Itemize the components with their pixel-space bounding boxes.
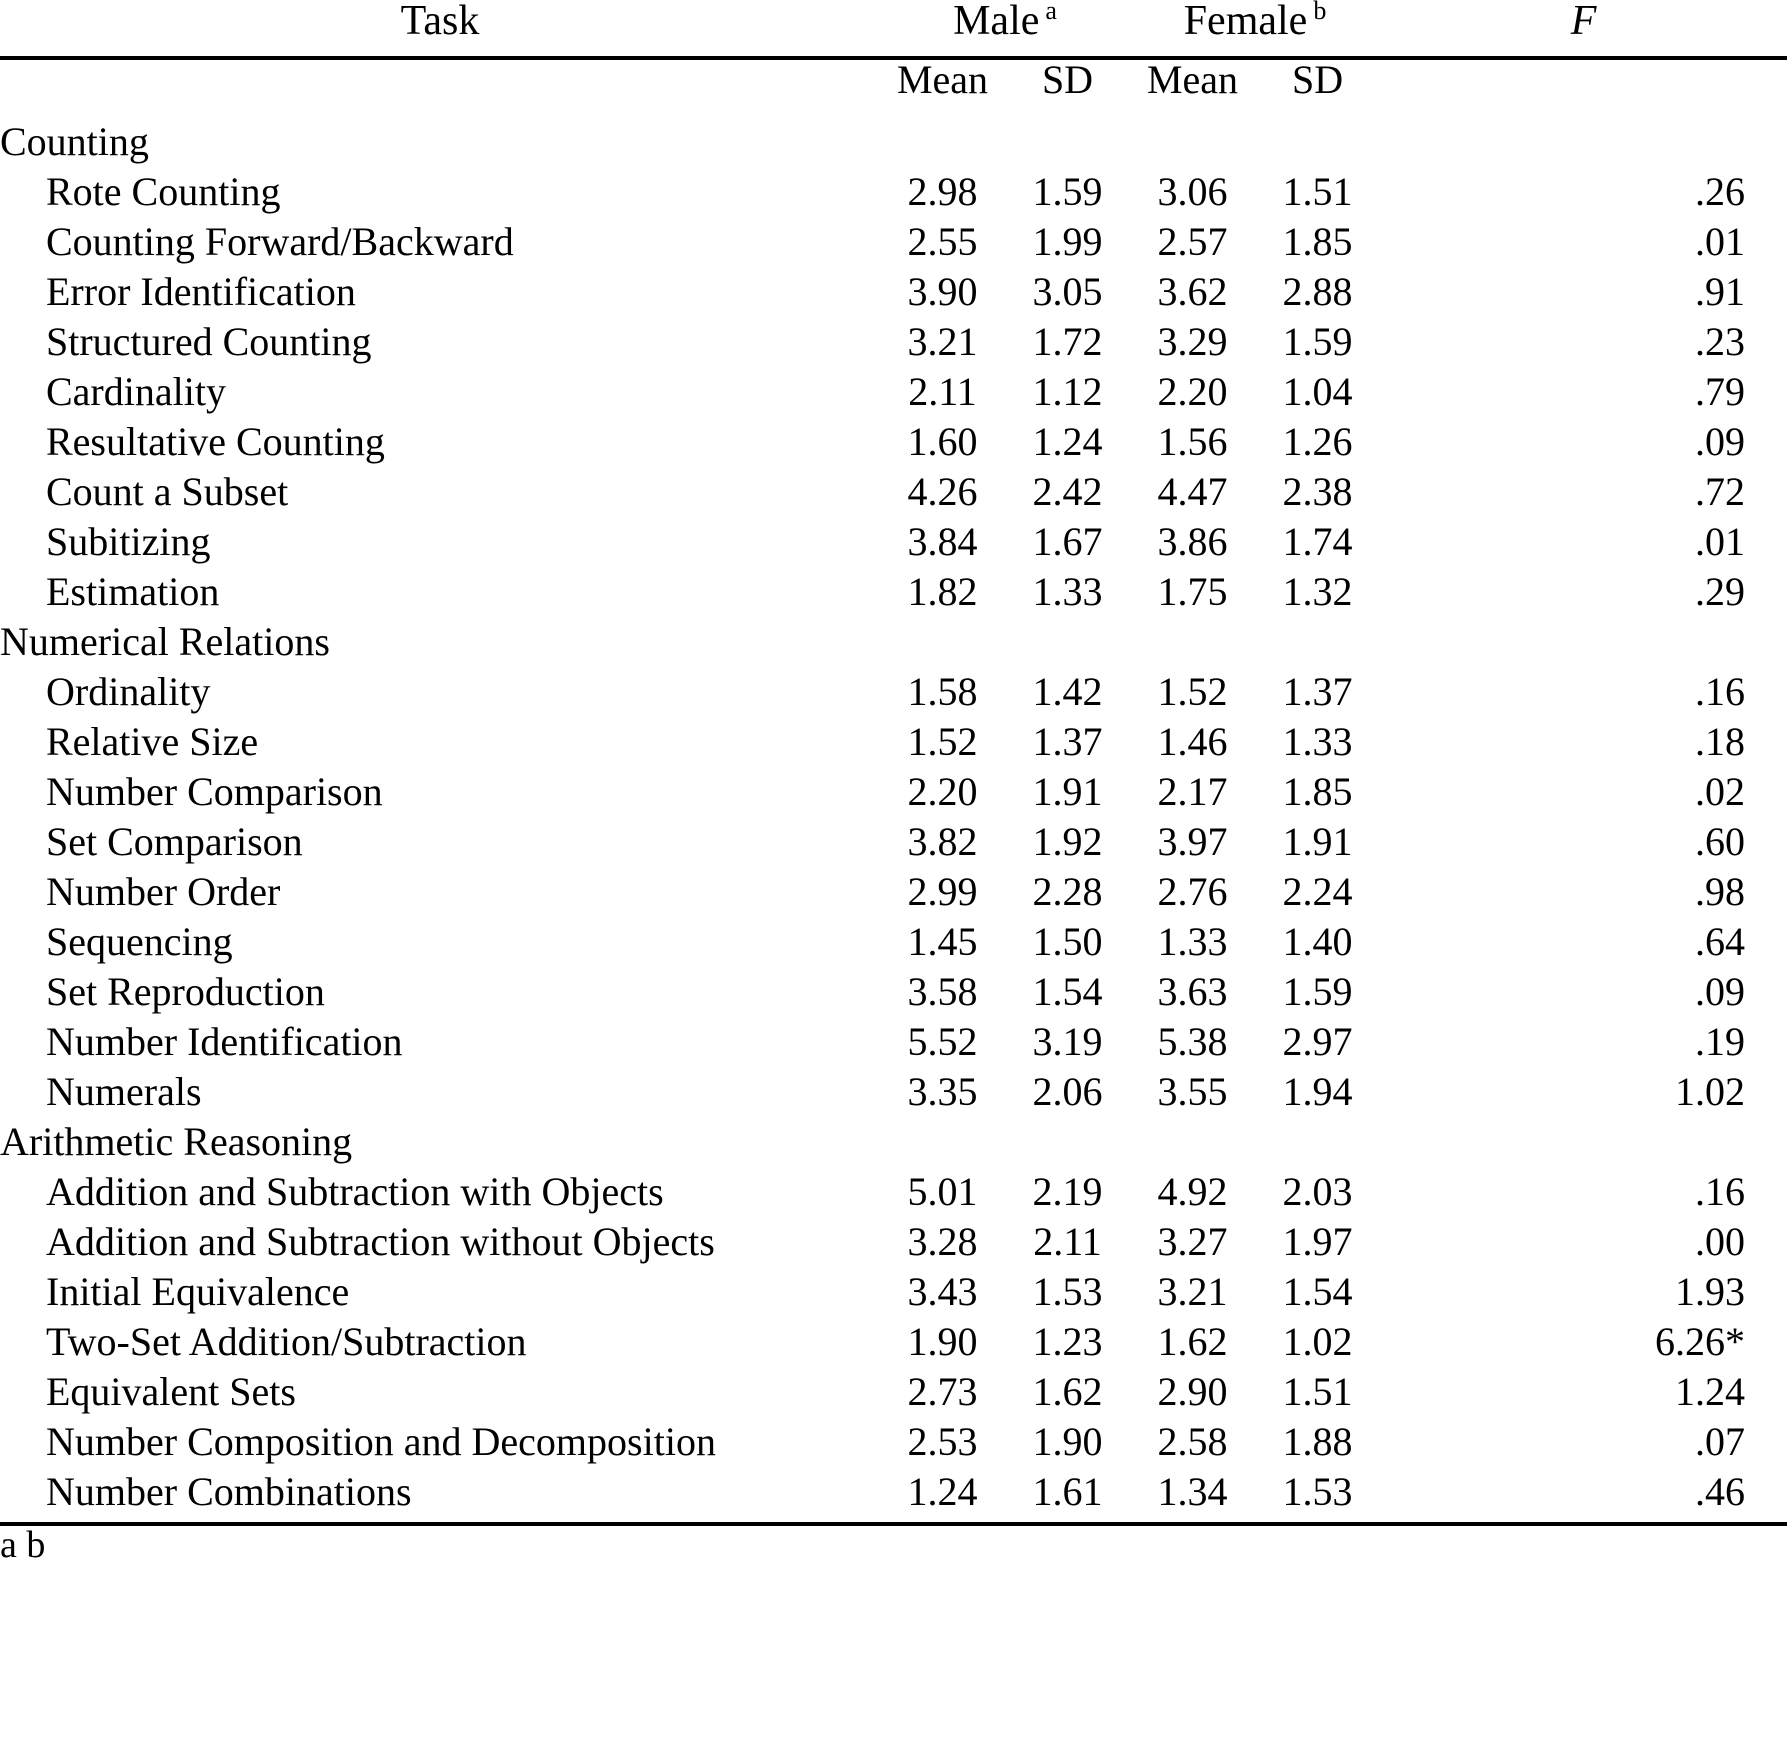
column-header-male bbox=[880, 0, 1130, 58]
cell-male-sd: 3.05 bbox=[1032, 269, 1103, 314]
table-row bbox=[0, 372, 1787, 422]
table-row bbox=[0, 672, 1787, 722]
cell-female-mean: 5.38 bbox=[1157, 1019, 1228, 1064]
cell-female-sd: 1.59 bbox=[1282, 969, 1353, 1014]
cell-female-mean: 2.58 bbox=[1157, 1419, 1228, 1464]
cell-male-mean: 4.26 bbox=[907, 469, 978, 514]
header-row-secondary bbox=[0, 58, 1787, 122]
cell-male-mean: 2.98 bbox=[907, 169, 978, 214]
table-row bbox=[0, 572, 1787, 622]
cell-f-statistic: .18 bbox=[1695, 719, 1746, 764]
task-label: Equivalent Sets bbox=[46, 1369, 296, 1414]
cell-female-mean bbox=[1130, 622, 1255, 672]
task-label: Numerals bbox=[46, 1069, 202, 1114]
cell-female-mean: 2.57 bbox=[1157, 219, 1228, 264]
cell-female-sd: 1.59 bbox=[1282, 319, 1353, 364]
cell-male-mean: 1.52 bbox=[907, 719, 978, 764]
cell-female-mean: 3.29 bbox=[1157, 319, 1228, 364]
cell-female-mean: 1.46 bbox=[1157, 719, 1228, 764]
task-label: Resultative Counting bbox=[46, 419, 385, 464]
cell-male-sd: 1.50 bbox=[1032, 919, 1103, 964]
footnote-marker-a: a bbox=[1045, 0, 1057, 25]
cell-female-sd: 1.53 bbox=[1282, 1469, 1353, 1514]
cell-f-statistic: .29 bbox=[1695, 569, 1746, 614]
table-header bbox=[0, 0, 1787, 122]
task-label: Number Identification bbox=[46, 1019, 403, 1064]
task-label: Initial Equivalence bbox=[46, 1269, 350, 1314]
cell-male-mean: 3.90 bbox=[907, 269, 978, 314]
table-footnote: a b bbox=[0, 1524, 46, 1564]
table-row bbox=[0, 222, 1787, 272]
cell-f-statistic: .09 bbox=[1695, 969, 1746, 1014]
cell-female-mean: 1.62 bbox=[1157, 1319, 1228, 1364]
table-row-category bbox=[0, 622, 1787, 672]
column-header-female-sd: SD bbox=[1291, 57, 1344, 102]
cell-f-statistic: .16 bbox=[1695, 1169, 1746, 1214]
cell-male-mean: 1.45 bbox=[907, 919, 978, 964]
cell-f-statistic bbox=[1380, 1122, 1787, 1172]
cell-f-statistic: .64 bbox=[1695, 919, 1746, 964]
category-label: Counting bbox=[0, 119, 149, 164]
task-label: Cardinality bbox=[46, 369, 226, 414]
cell-female-mean: 3.27 bbox=[1157, 1219, 1228, 1264]
table-row bbox=[0, 1272, 1787, 1322]
cell-female-mean: 3.55 bbox=[1157, 1069, 1228, 1114]
cell-male-mean: 1.24 bbox=[907, 1469, 978, 1514]
table-row bbox=[0, 172, 1787, 222]
cell-female-sd: 2.03 bbox=[1282, 1169, 1353, 1214]
cell-male-mean: 1.90 bbox=[907, 1319, 978, 1364]
task-label: Set Reproduction bbox=[46, 969, 325, 1014]
cell-male-sd: 3.19 bbox=[1032, 1019, 1103, 1064]
cell-male-mean: 1.82 bbox=[907, 569, 978, 614]
cell-f-statistic: .60 bbox=[1695, 819, 1746, 864]
cell-f-statistic: .01 bbox=[1695, 219, 1746, 264]
cell-female-sd: 1.85 bbox=[1282, 219, 1353, 264]
task-label: Rote Counting bbox=[46, 169, 281, 214]
cell-male-sd: 2.42 bbox=[1032, 469, 1103, 514]
table-row bbox=[0, 422, 1787, 472]
cell-female-sd: 1.37 bbox=[1282, 669, 1353, 714]
table-row bbox=[0, 1322, 1787, 1372]
task-label: Structured Counting bbox=[46, 319, 372, 364]
table-row bbox=[0, 1172, 1787, 1222]
cell-male-mean bbox=[880, 122, 1005, 172]
cell-female-sd bbox=[1255, 1122, 1380, 1172]
cell-female-mean bbox=[1130, 1122, 1255, 1172]
cell-male-mean: 3.58 bbox=[907, 969, 978, 1014]
category-label: Arithmetic Reasoning bbox=[0, 1119, 353, 1164]
table-row bbox=[0, 1072, 1787, 1122]
cell-f-statistic: .46 bbox=[1695, 1469, 1746, 1514]
cell-female-mean: 1.34 bbox=[1157, 1469, 1228, 1514]
cell-f-statistic: .09 bbox=[1695, 419, 1746, 464]
cell-f-statistic: .00 bbox=[1695, 1219, 1746, 1264]
header-row-primary bbox=[0, 0, 1787, 58]
column-header-f-statistic: F bbox=[1570, 0, 1597, 44]
cell-male-mean bbox=[880, 622, 1005, 672]
table-row bbox=[0, 322, 1787, 372]
table-row bbox=[0, 922, 1787, 972]
column-header-task: Task bbox=[400, 0, 480, 44]
table-row bbox=[0, 972, 1787, 1022]
task-label: Number Composition and Decomposition bbox=[46, 1419, 716, 1464]
cell-f-statistic: .79 bbox=[1695, 369, 1746, 414]
cell-female-sd: 1.54 bbox=[1282, 1269, 1353, 1314]
cell-male-sd: 1.24 bbox=[1032, 419, 1103, 464]
cell-male-mean: 3.21 bbox=[907, 319, 978, 364]
cell-male-sd: 1.59 bbox=[1032, 169, 1103, 214]
cell-f-statistic: 1.02 bbox=[1675, 1069, 1746, 1114]
cell-female-mean: 3.97 bbox=[1157, 819, 1228, 864]
table-row-category bbox=[0, 1122, 1787, 1172]
cell-female-sd: 1.94 bbox=[1282, 1069, 1353, 1114]
cell-female-sd: 1.88 bbox=[1282, 1419, 1353, 1464]
table-row bbox=[0, 1222, 1787, 1272]
column-header-f-spacer bbox=[1380, 58, 1787, 122]
cell-female-sd: 2.97 bbox=[1282, 1019, 1353, 1064]
table-footnote-row bbox=[0, 1524, 1787, 1564]
cell-male-sd: 1.61 bbox=[1032, 1469, 1103, 1514]
cell-female-mean: 2.17 bbox=[1157, 769, 1228, 814]
task-label: Set Comparison bbox=[46, 819, 303, 864]
cell-f-statistic: .19 bbox=[1695, 1019, 1746, 1064]
cell-male-mean: 3.43 bbox=[907, 1269, 978, 1314]
cell-male-mean: 3.82 bbox=[907, 819, 978, 864]
cell-male-sd: 1.37 bbox=[1032, 719, 1103, 764]
cell-female-sd: 2.88 bbox=[1282, 269, 1353, 314]
cell-female-mean: 4.92 bbox=[1157, 1169, 1228, 1214]
cell-female-mean: 2.90 bbox=[1157, 1369, 1228, 1414]
task-label: Number Comparison bbox=[46, 769, 383, 814]
task-label: Counting Forward/Backward bbox=[46, 219, 514, 264]
task-label: Sequencing bbox=[46, 919, 233, 964]
cell-female-mean: 3.21 bbox=[1157, 1269, 1228, 1314]
task-label: Error Identification bbox=[46, 269, 356, 314]
cell-female-mean: 1.33 bbox=[1157, 919, 1228, 964]
cell-female-mean: 2.76 bbox=[1157, 869, 1228, 914]
cell-male-sd: 1.53 bbox=[1032, 1269, 1103, 1314]
cell-male-sd: 1.90 bbox=[1032, 1419, 1103, 1464]
column-header-male-label: Male bbox=[953, 0, 1040, 44]
task-label: Addition and Subtraction with Objects bbox=[46, 1169, 664, 1214]
cell-female-sd: 1.04 bbox=[1282, 369, 1353, 414]
table-row bbox=[0, 1422, 1787, 1472]
cell-male-sd: 2.11 bbox=[1033, 1219, 1102, 1264]
cell-f-statistic: .91 bbox=[1695, 269, 1746, 314]
cell-male-mean: 2.20 bbox=[907, 769, 978, 814]
table-row bbox=[0, 472, 1787, 522]
cell-male-sd: 1.54 bbox=[1032, 969, 1103, 1014]
cell-male-mean: 3.84 bbox=[907, 519, 978, 564]
cell-f-statistic: .02 bbox=[1695, 769, 1746, 814]
cell-female-sd: 1.32 bbox=[1282, 569, 1353, 614]
cell-female-sd: 1.85 bbox=[1282, 769, 1353, 814]
cell-male-sd: 1.92 bbox=[1032, 819, 1103, 864]
cell-female-mean: 2.20 bbox=[1157, 369, 1228, 414]
cell-male-sd: 1.33 bbox=[1032, 569, 1103, 614]
cell-female-sd: 1.91 bbox=[1282, 819, 1353, 864]
task-label: Two-Set Addition/Subtraction bbox=[46, 1319, 527, 1364]
cell-f-statistic bbox=[1380, 622, 1787, 672]
table-row-category bbox=[0, 122, 1787, 172]
task-label: Addition and Subtraction without Objects bbox=[46, 1219, 715, 1264]
column-header-male-sd: SD bbox=[1041, 57, 1094, 102]
cell-male-sd: 1.91 bbox=[1032, 769, 1103, 814]
cell-f-statistic: .26 bbox=[1695, 169, 1746, 214]
task-label: Number Combinations bbox=[46, 1469, 412, 1514]
cell-female-mean bbox=[1130, 122, 1255, 172]
table-row bbox=[0, 1372, 1787, 1422]
task-label: Subitizing bbox=[46, 519, 211, 564]
cell-female-mean: 3.06 bbox=[1157, 169, 1228, 214]
cell-male-sd bbox=[1005, 122, 1130, 172]
cell-male-sd: 1.23 bbox=[1032, 1319, 1103, 1364]
cell-f-statistic: .07 bbox=[1695, 1419, 1746, 1464]
cell-female-mean: 1.56 bbox=[1157, 419, 1228, 464]
task-label: Ordinality bbox=[46, 669, 211, 714]
cell-male-sd: 1.12 bbox=[1032, 369, 1103, 414]
table-row bbox=[0, 772, 1787, 822]
table-row bbox=[0, 522, 1787, 572]
cell-male-mean: 2.73 bbox=[907, 1369, 978, 1414]
table-row bbox=[0, 872, 1787, 922]
task-label: Relative Size bbox=[46, 719, 259, 764]
cell-male-mean: 5.01 bbox=[907, 1169, 978, 1214]
task-label: Number Order bbox=[46, 869, 281, 914]
cell-female-sd: 1.97 bbox=[1282, 1219, 1353, 1264]
cell-female-sd bbox=[1255, 622, 1380, 672]
column-header-female-label: Female bbox=[1183, 0, 1308, 44]
cell-male-sd bbox=[1005, 1122, 1130, 1172]
cell-male-mean: 1.60 bbox=[907, 419, 978, 464]
cell-male-mean: 2.55 bbox=[907, 219, 978, 264]
cell-female-sd: 1.51 bbox=[1282, 1369, 1353, 1414]
cell-male-mean: 2.53 bbox=[907, 1419, 978, 1464]
cell-female-mean: 1.52 bbox=[1157, 669, 1228, 714]
cell-male-sd: 1.72 bbox=[1032, 319, 1103, 364]
cell-male-sd: 1.42 bbox=[1032, 669, 1103, 714]
table-row bbox=[0, 1022, 1787, 1072]
cell-male-mean: 2.99 bbox=[907, 869, 978, 914]
cell-female-sd: 1.33 bbox=[1282, 719, 1353, 764]
cell-male-sd: 2.19 bbox=[1032, 1169, 1103, 1214]
cell-male-sd: 2.28 bbox=[1032, 869, 1103, 914]
table-footer bbox=[0, 1524, 1787, 1564]
cell-female-sd: 1.26 bbox=[1282, 419, 1353, 464]
cell-f-statistic: 1.24 bbox=[1675, 1369, 1746, 1414]
column-header-female-mean: Mean bbox=[1146, 57, 1239, 102]
cell-f-statistic: 6.26* bbox=[1655, 1319, 1746, 1364]
cell-male-sd: 2.06 bbox=[1032, 1069, 1103, 1114]
table-row bbox=[0, 722, 1787, 772]
cell-male-sd: 1.67 bbox=[1032, 519, 1103, 564]
cell-f-statistic: .72 bbox=[1695, 469, 1746, 514]
table-body bbox=[0, 119, 1787, 1524]
cell-female-mean: 3.86 bbox=[1157, 519, 1228, 564]
cell-female-sd: 1.40 bbox=[1282, 919, 1353, 964]
cell-female-sd: 1.51 bbox=[1282, 169, 1353, 214]
table-row bbox=[0, 1472, 1787, 1524]
footnote-marker-b: b bbox=[1313, 0, 1327, 25]
cell-male-mean: 2.11 bbox=[908, 369, 977, 414]
cell-f-statistic: 1.93 bbox=[1675, 1269, 1746, 1314]
cell-male-sd: 1.62 bbox=[1032, 1369, 1103, 1414]
cell-male-sd bbox=[1005, 622, 1130, 672]
column-header-task-spacer bbox=[0, 58, 880, 122]
table-row bbox=[0, 822, 1787, 872]
cell-female-mean: 4.47 bbox=[1157, 469, 1228, 514]
cell-male-mean: 1.58 bbox=[907, 669, 978, 714]
cell-male-mean: 3.28 bbox=[907, 1219, 978, 1264]
cell-f-statistic: .23 bbox=[1695, 319, 1746, 364]
cell-f-statistic: .16 bbox=[1695, 669, 1746, 714]
column-header-male-mean: Mean bbox=[896, 57, 989, 102]
cell-female-mean: 3.63 bbox=[1157, 969, 1228, 1014]
task-label: Estimation bbox=[46, 569, 220, 614]
cell-f-statistic: .98 bbox=[1695, 869, 1746, 914]
cell-male-mean bbox=[880, 1122, 1005, 1172]
cell-female-sd: 1.02 bbox=[1282, 1319, 1353, 1364]
cell-female-sd bbox=[1255, 122, 1380, 172]
table-row bbox=[0, 272, 1787, 322]
category-label: Numerical Relations bbox=[0, 619, 330, 664]
cell-f-statistic: .01 bbox=[1695, 519, 1746, 564]
column-header-female bbox=[1130, 0, 1380, 58]
task-label: Count a Subset bbox=[46, 469, 289, 514]
cell-female-sd: 2.38 bbox=[1282, 469, 1353, 514]
cell-female-mean: 1.75 bbox=[1157, 569, 1228, 614]
cell-female-sd: 2.24 bbox=[1282, 869, 1353, 914]
cell-male-mean: 3.35 bbox=[907, 1069, 978, 1114]
cell-f-statistic bbox=[1380, 122, 1787, 172]
cell-male-mean: 5.52 bbox=[907, 1019, 978, 1064]
cell-female-sd: 1.74 bbox=[1282, 519, 1353, 564]
cell-female-mean: 3.62 bbox=[1157, 269, 1228, 314]
cell-male-sd: 1.99 bbox=[1032, 219, 1103, 264]
